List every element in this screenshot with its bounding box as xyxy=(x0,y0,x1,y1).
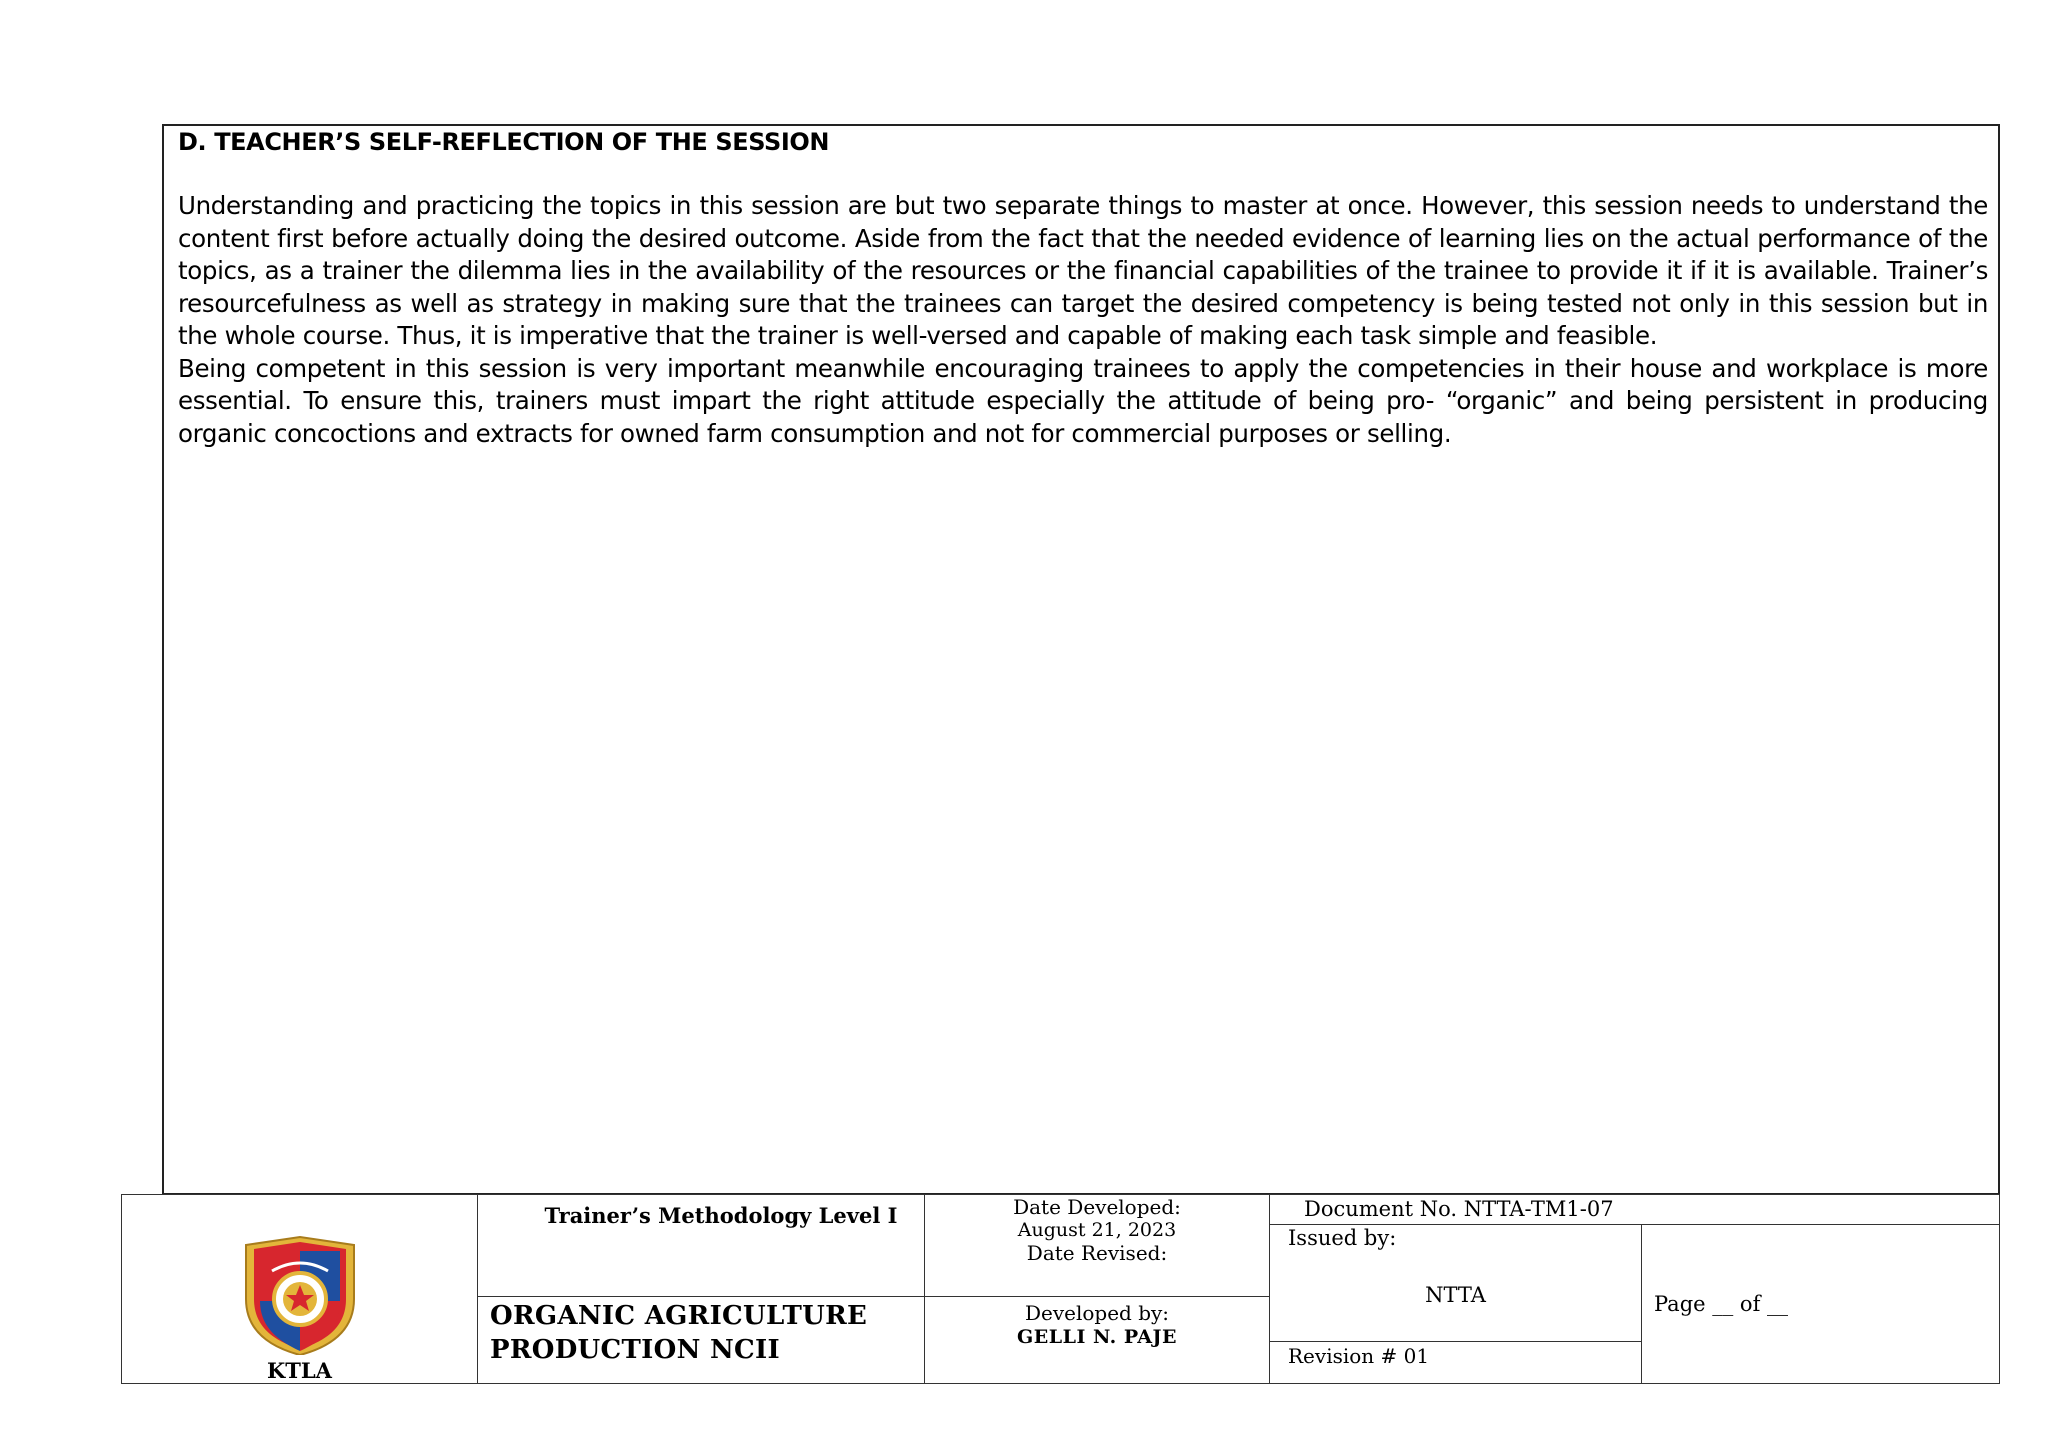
qualification-line-2: PRODUCTION NCII xyxy=(490,1335,780,1365)
developed-by-cell xyxy=(925,1297,1270,1384)
document-footer xyxy=(121,1194,2000,1384)
revision-cell xyxy=(1270,1342,1642,1384)
revision-number: Revision # 01 xyxy=(1288,1344,1430,1368)
issued-by-value: NTTA xyxy=(1425,1283,1486,1307)
issued-by-cell xyxy=(1270,1225,1642,1342)
methodology-title: Trainer’s Methodology Level I xyxy=(544,1203,898,1228)
page-number-cell xyxy=(1642,1225,2000,1384)
developed-by-label: Developed by: xyxy=(1024,1301,1170,1325)
developed-by-name: GELLI N. PAJE xyxy=(1017,1326,1177,1348)
ktla-shield-logo-icon xyxy=(242,1235,358,1355)
qualification-line-1: ORGANIC AGRICULTURE xyxy=(490,1301,868,1331)
reflection-body xyxy=(178,190,1988,450)
reflection-paragraph-1: Understanding and practicing the topics in this session are but two separate things to master at once. However, this session needs to understand the content first before actually doing the desired outcome. Aside from the fact that the needed evidence of learning lies on the actual performance of the topics, as a trainer the dilemma lies in the availability of the resources or the financial capabilities of the trainee to provide it if it is available. Trainer’s resourcefulness as well as strategy in making sure that the trainees can target the desired competency is being tested not only in this session but in the whole course. Thus, it is imperative that the trainer is well-versed and capable of making each task simple and feasible. xyxy=(178,191,1988,350)
page-number-text: Page __ of __ xyxy=(1654,1292,1789,1316)
document-number-cell xyxy=(1270,1195,2000,1225)
qualification-cell xyxy=(478,1297,925,1384)
document-number: Document No. NTTA-TM1-07 xyxy=(1304,1197,1614,1221)
self-reflection-box xyxy=(162,124,2000,1195)
logo-cell xyxy=(122,1195,478,1384)
date-developed-value: August 21, 2023 xyxy=(1017,1219,1177,1241)
date-developed-label: Date Developed: xyxy=(1013,1195,1181,1219)
date-revised-label: Date Revised: xyxy=(1026,1241,1168,1265)
reflection-paragraph-2: Being competent in this session is very important meanwhile encouraging trainees to apply the competencies in their house and workplace is more essential. To ensure this, trainers must impart the right attitude especially the attitude of being pro- “organic” and being persistent in producing organic concoctions and extracts for owned farm consumption and not for commercial purposes or selling. xyxy=(178,353,1988,448)
section-heading: D. TEACHER’S SELF-REFLECTION OF THE SESSION xyxy=(178,128,830,156)
logo-caption: KTLA xyxy=(267,1358,332,1383)
methodology-cell xyxy=(478,1195,925,1297)
date-cell xyxy=(925,1195,1270,1297)
issued-by-label: Issued by: xyxy=(1288,1226,1397,1250)
